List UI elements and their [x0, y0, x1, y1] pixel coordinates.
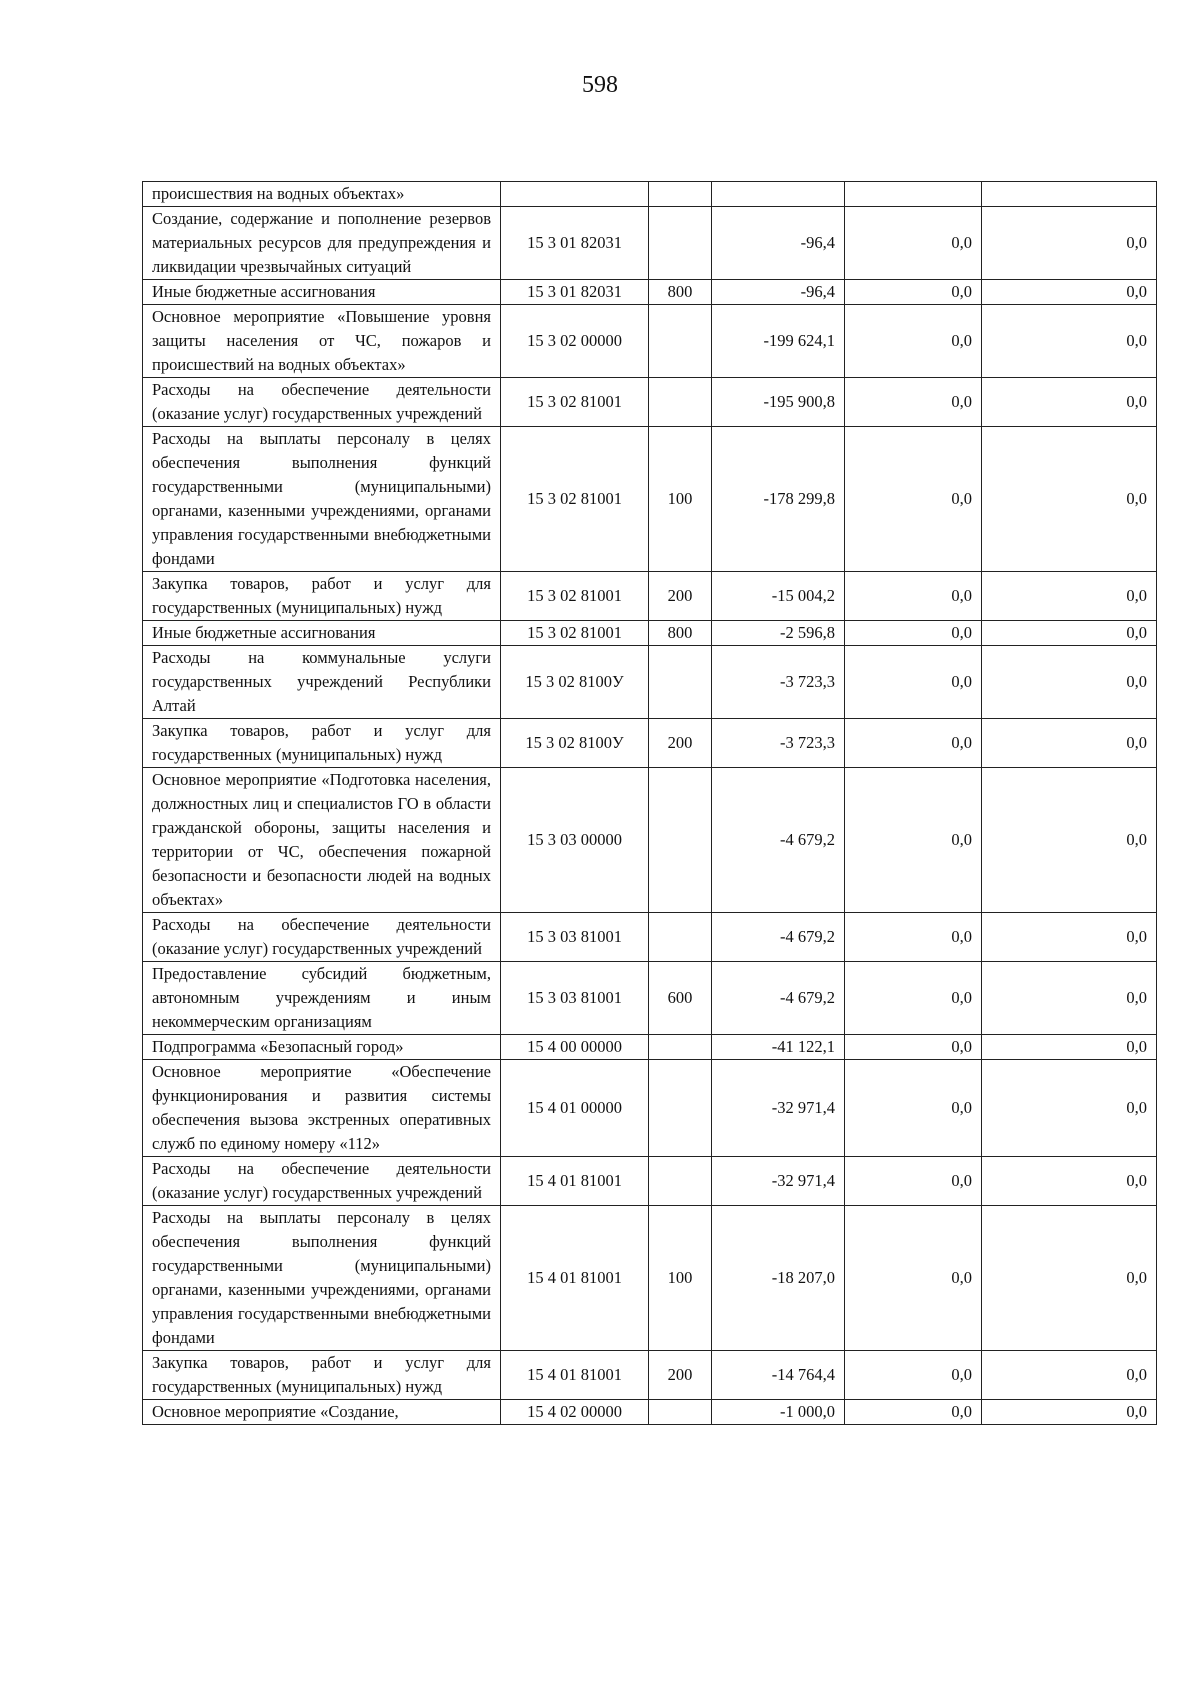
expense-type-code-cell — [649, 1060, 712, 1157]
amount-year1-cell: -14 764,4 — [712, 1351, 845, 1400]
amount-year2-cell: 0,0 — [845, 1351, 982, 1400]
row-name-cell: Расходы на обеспечение деятельности (оказание услуг) государственных учреждений — [143, 1157, 501, 1206]
amount-year1-cell: -15 004,2 — [712, 572, 845, 621]
target-article-code-cell: 15 3 02 00000 — [501, 305, 649, 378]
amount-year2-cell: 0,0 — [845, 621, 982, 646]
target-article-code-cell: 15 3 02 81001 — [501, 378, 649, 427]
target-article-code-cell: 15 3 02 8100У — [501, 719, 649, 768]
amount-year2-cell: 0,0 — [845, 305, 982, 378]
table-row — [143, 913, 1157, 962]
expense-type-code-cell: 200 — [649, 572, 712, 621]
amount-year3-cell: 0,0 — [982, 378, 1157, 427]
amount-year2-cell: 0,0 — [845, 646, 982, 719]
target-article-code-cell: 15 3 01 82031 — [501, 280, 649, 305]
target-article-code-cell: 15 4 00 00000 — [501, 1035, 649, 1060]
amount-year1-cell: -3 723,3 — [712, 646, 845, 719]
row-name-cell: Предоставление субсидий бюджетным, автономным учреждениям и иным некоммерческим организациям — [143, 962, 501, 1035]
amount-year3-cell: 0,0 — [982, 1157, 1157, 1206]
amount-year3-cell: 0,0 — [982, 1351, 1157, 1400]
row-name-cell: Расходы на обеспечение деятельности (оказание услуг) государственных учреждений — [143, 913, 501, 962]
page-number: 598 — [582, 72, 618, 98]
table-row — [143, 1157, 1157, 1206]
target-article-code-cell: 15 4 01 00000 — [501, 1060, 649, 1157]
amount-year3-cell — [982, 182, 1157, 207]
table-row — [143, 962, 1157, 1035]
table-row — [143, 1060, 1157, 1157]
table-row — [143, 427, 1157, 572]
amount-year2-cell: 0,0 — [845, 768, 982, 913]
amount-year2-cell: 0,0 — [845, 1400, 982, 1425]
table-row — [143, 572, 1157, 621]
expense-type-code-cell — [649, 646, 712, 719]
target-article-code-cell — [501, 182, 649, 207]
expense-type-code-cell: 100 — [649, 1206, 712, 1351]
amount-year3-cell: 0,0 — [982, 1060, 1157, 1157]
table-row — [143, 621, 1157, 646]
amount-year1-cell: -4 679,2 — [712, 913, 845, 962]
amount-year2-cell: 0,0 — [845, 913, 982, 962]
table-row — [143, 646, 1157, 719]
row-name-cell: Основное мероприятие «Подготовка населения, должностных лиц и специалистов ГО в области гражданской обороны, защиты населения и территории от ЧС, обеспечения пожарной безопасности и безопасности людей на водных объектах» — [143, 768, 501, 913]
amount-year3-cell: 0,0 — [982, 305, 1157, 378]
expense-type-code-cell: 200 — [649, 719, 712, 768]
amount-year1-cell: -32 971,4 — [712, 1060, 845, 1157]
row-name-cell: Расходы на коммунальные услуги государственных учреждений Республики Алтай — [143, 646, 501, 719]
expense-type-code-cell — [649, 1157, 712, 1206]
target-article-code-cell: 15 3 02 81001 — [501, 427, 649, 572]
expense-type-code-cell — [649, 378, 712, 427]
table-row — [143, 1206, 1157, 1351]
table-row — [143, 1351, 1157, 1400]
expense-type-code-cell: 800 — [649, 280, 712, 305]
amount-year2-cell: 0,0 — [845, 962, 982, 1035]
target-article-code-cell: 15 3 02 81001 — [501, 572, 649, 621]
target-article-code-cell: 15 4 01 81001 — [501, 1351, 649, 1400]
amount-year3-cell: 0,0 — [982, 207, 1157, 280]
row-name-cell: Иные бюджетные ассигнования — [143, 280, 501, 305]
row-name-cell: Закупка товаров, работ и услуг для государственных (муниципальных) нужд — [143, 719, 501, 768]
amount-year3-cell: 0,0 — [982, 962, 1157, 1035]
row-name-cell: Расходы на выплаты персоналу в целях обеспечения выполнения функций государственными (муниципальными) органами, казенными учреждениями, органами управления государственными внебюджетными фондами — [143, 1206, 501, 1351]
amount-year2-cell: 0,0 — [845, 1035, 982, 1060]
amount-year1-cell: -41 122,1 — [712, 1035, 845, 1060]
amount-year2-cell: 0,0 — [845, 427, 982, 572]
amount-year2-cell — [845, 182, 982, 207]
row-name-cell: Подпрограмма «Безопасный город» — [143, 1035, 501, 1060]
amount-year3-cell: 0,0 — [982, 1206, 1157, 1351]
amount-year3-cell: 0,0 — [982, 280, 1157, 305]
expense-type-code-cell: 200 — [649, 1351, 712, 1400]
amount-year1-cell: -96,4 — [712, 207, 845, 280]
amount-year1-cell: -18 207,0 — [712, 1206, 845, 1351]
row-name-cell: Иные бюджетные ассигнования — [143, 621, 501, 646]
amount-year1-cell: -199 624,1 — [712, 305, 845, 378]
target-article-code-cell: 15 4 02 00000 — [501, 1400, 649, 1425]
target-article-code-cell: 15 3 02 81001 — [501, 621, 649, 646]
row-name-cell: Основное мероприятие «Повышение уровня защиты населения от ЧС, пожаров и происшествий на водных объектах» — [143, 305, 501, 378]
target-article-code-cell: 15 3 01 82031 — [501, 207, 649, 280]
row-name-cell: Основное мероприятие «Создание, — [143, 1400, 501, 1425]
amount-year1-cell: -96,4 — [712, 280, 845, 305]
amount-year1-cell: -4 679,2 — [712, 962, 845, 1035]
expense-type-code-cell: 600 — [649, 962, 712, 1035]
amount-year1-cell: -195 900,8 — [712, 378, 845, 427]
row-name-cell: происшествия на водных объектах» — [143, 182, 501, 207]
expense-type-code-cell — [649, 182, 712, 207]
table-row — [143, 207, 1157, 280]
amount-year3-cell: 0,0 — [982, 572, 1157, 621]
budget-table-body — [143, 182, 1157, 1425]
amount-year3-cell: 0,0 — [982, 427, 1157, 572]
amount-year2-cell: 0,0 — [845, 280, 982, 305]
amount-year2-cell: 0,0 — [845, 1060, 982, 1157]
amount-year2-cell: 0,0 — [845, 1206, 982, 1351]
row-name-cell: Расходы на выплаты персоналу в целях обеспечения выполнения функций государственными (муниципальными) органами, казенными учреждениями, органами управления государственными внебюджетными фондами — [143, 427, 501, 572]
table-row — [143, 1400, 1157, 1425]
amount-year2-cell: 0,0 — [845, 207, 982, 280]
amount-year2-cell: 0,0 — [845, 719, 982, 768]
expense-type-code-cell — [649, 768, 712, 913]
expense-type-code-cell — [649, 1400, 712, 1425]
amount-year2-cell: 0,0 — [845, 1157, 982, 1206]
row-name-cell: Закупка товаров, работ и услуг для государственных (муниципальных) нужд — [143, 1351, 501, 1400]
expense-type-code-cell — [649, 305, 712, 378]
amount-year3-cell: 0,0 — [982, 1035, 1157, 1060]
row-name-cell: Расходы на обеспечение деятельности (оказание услуг) государственных учреждений — [143, 378, 501, 427]
table-row — [143, 280, 1157, 305]
row-name-cell: Закупка товаров, работ и услуг для государственных (муниципальных) нужд — [143, 572, 501, 621]
amount-year1-cell: -3 723,3 — [712, 719, 845, 768]
target-article-code-cell: 15 3 02 8100У — [501, 646, 649, 719]
table-row — [143, 182, 1157, 207]
amount-year3-cell: 0,0 — [982, 1400, 1157, 1425]
expense-type-code-cell: 100 — [649, 427, 712, 572]
table-row — [143, 378, 1157, 427]
amount-year3-cell: 0,0 — [982, 646, 1157, 719]
amount-year1-cell: -4 679,2 — [712, 768, 845, 913]
expense-type-code-cell: 800 — [649, 621, 712, 646]
amount-year3-cell: 0,0 — [982, 719, 1157, 768]
amount-year3-cell: 0,0 — [982, 768, 1157, 913]
amount-year1-cell: -32 971,4 — [712, 1157, 845, 1206]
amount-year1-cell: -178 299,8 — [712, 427, 845, 572]
expense-type-code-cell — [649, 1035, 712, 1060]
amount-year3-cell: 0,0 — [982, 913, 1157, 962]
amount-year2-cell: 0,0 — [845, 572, 982, 621]
amount-year2-cell: 0,0 — [845, 378, 982, 427]
table-row — [143, 719, 1157, 768]
budget-table — [142, 181, 1157, 1425]
amount-year3-cell: 0,0 — [982, 621, 1157, 646]
target-article-code-cell: 15 3 03 81001 — [501, 913, 649, 962]
amount-year1-cell — [712, 182, 845, 207]
table-row — [143, 305, 1157, 378]
table-row — [143, 768, 1157, 913]
target-article-code-cell: 15 3 03 81001 — [501, 962, 649, 1035]
amount-year1-cell: -1 000,0 — [712, 1400, 845, 1425]
target-article-code-cell: 15 4 01 81001 — [501, 1206, 649, 1351]
target-article-code-cell: 15 3 03 00000 — [501, 768, 649, 913]
table-row — [143, 1035, 1157, 1060]
target-article-code-cell: 15 4 01 81001 — [501, 1157, 649, 1206]
expense-type-code-cell — [649, 913, 712, 962]
amount-year1-cell: -2 596,8 — [712, 621, 845, 646]
row-name-cell: Основное мероприятие «Обеспечение функционирования и развития системы обеспечения вызова экстренных оперативных служб по единому номеру «112» — [143, 1060, 501, 1157]
expense-type-code-cell — [649, 207, 712, 280]
row-name-cell: Создание, содержание и пополнение резервов материальных ресурсов для предупреждения и ликвидации чрезвычайных ситуаций — [143, 207, 501, 280]
